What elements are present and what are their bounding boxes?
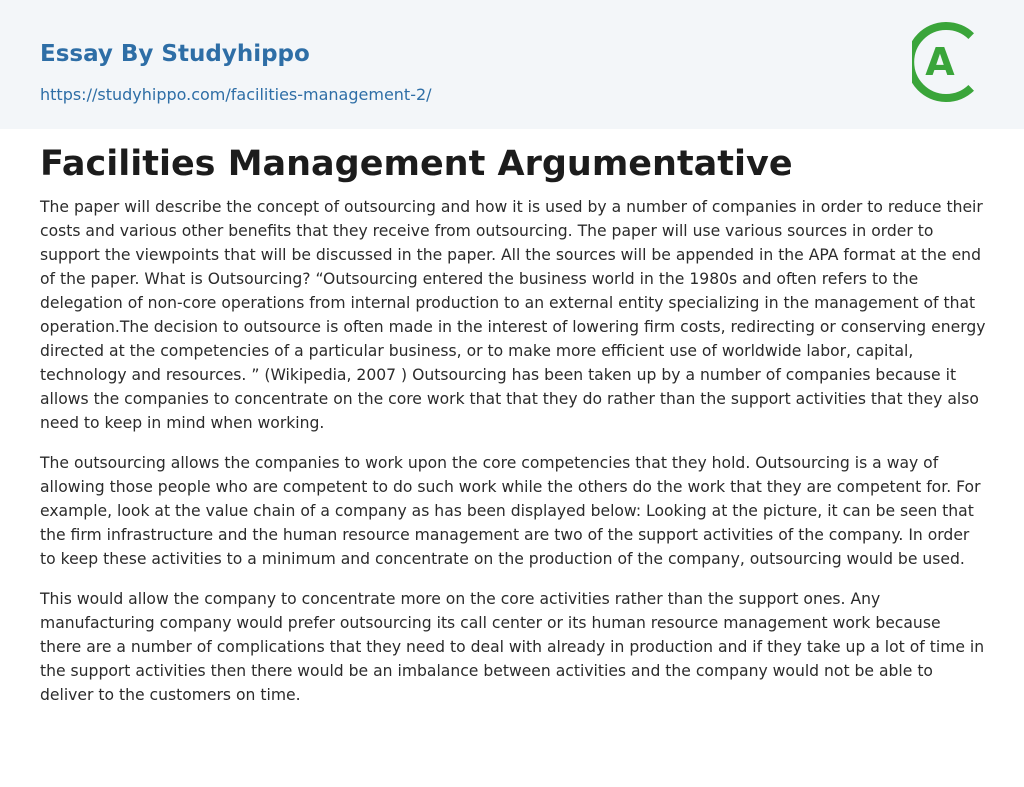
paragraph: This would allow the company to concentrate more on the core activities rather than the support ones. Any manufacturing company would prefer outsourcing its call center or its human resource management work because there are a number of complications that they need to deal with already in production and if they take up a lot of time in the support activities then there would be an imbalance between activities and the company would not be able to deliver to the customers on time. [40, 590, 985, 704]
paragraph: The paper will describe the concept of outsourcing and how it is used by a number of companies in order to reduce their costs and various other benefits that they receive from outsourcing. The paper will use various sources in order to support the viewpoints that will be discussed in the paper. All the sources will be appended in the APA format at the end of the paper. What is Outsourcing? “Outsourcing entered the business world in the 1980s and often refers to the delegation of non-core operations from internal production to an external entity specializing in the management of that operation.The decision to outsource is often made in the interest of lowering firm costs, redirecting or conserving energy directed at the competencies of a particular business, or to make more efficient use of worldwide labor, capital, technology and resources. ” (Wikipedia, 2007 ) Outsourcing has been taken up by a number of companies because it allows the companies to concentrate on the core work that that they do rather than the support activities that they also need to keep in mind when working. [40, 198, 986, 432]
page-title: Facilities Management Argumentative [40, 144, 793, 184]
logo-letter: A [925, 40, 955, 84]
source-url-link[interactable]: https://studyhippo.com/facilities-management-2/ [40, 85, 432, 104]
article-body [40, 195, 986, 723]
site-header [0, 0, 1024, 129]
site-brand: Essay By Studyhippo [40, 41, 310, 67]
studyhippo-logo-icon [912, 19, 986, 105]
paragraph: The outsourcing allows the companies to work upon the core competencies that they hold. Outsourcing is a way of allowing those people who are competent to do such work while the others do the work that they are competent for. For example, look at the value chain of a company as has been displayed below: Looking at the picture, it can be seen that the firm infrastructure and the human resource management are two of the support activities of the company. In order to keep these activities to a minimum and concentrate on the production of the company, outsourcing would be used. [40, 454, 981, 568]
